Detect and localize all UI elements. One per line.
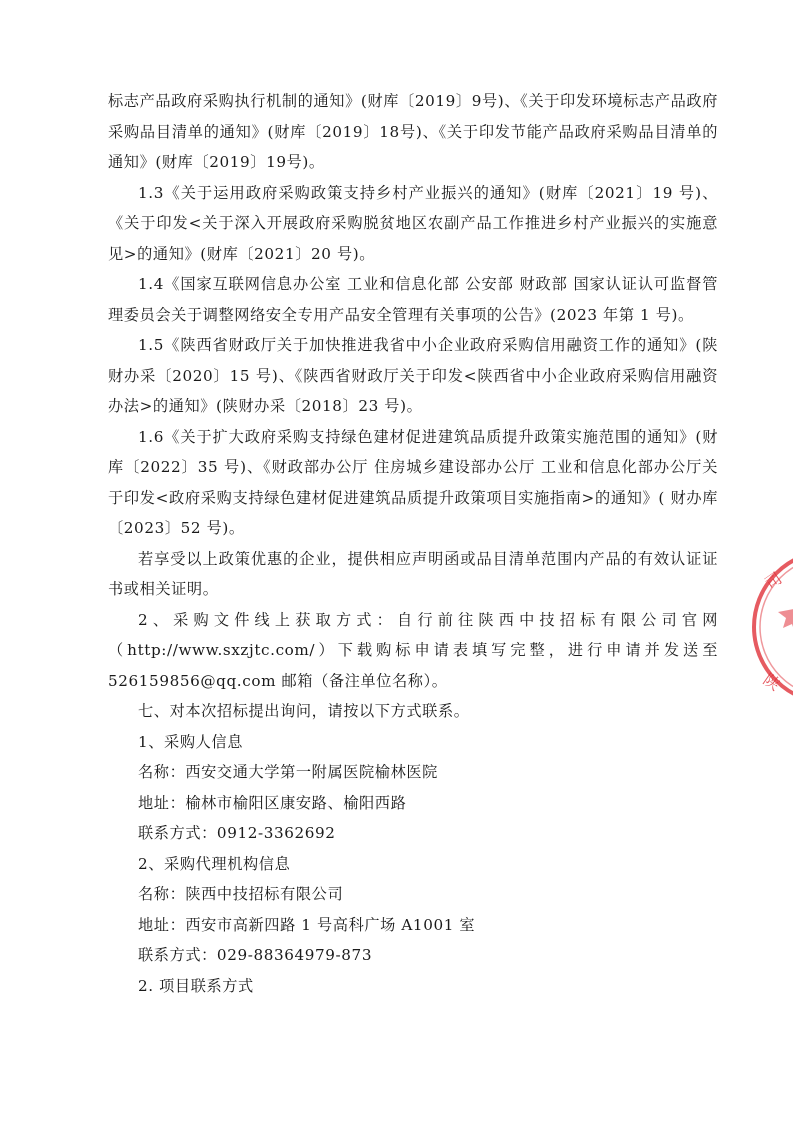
purchaser-phone: 联系方式：0912-3362692 [138, 824, 336, 842]
agency-address: 地址：西安市高新四路 1 号高科广场 A1001 室 [138, 915, 476, 934]
paragraph-policy-continuation: 标志产品政府采购执行机制的通知》(财库〔2019〕9号)、《关于印发环境标志产品政府采购品目清单的通知》(财库〔2019〕18号)、《关于印发节能产品政府采购品目清单的通知》(财库〔2019〕19号)。 [108, 92, 718, 171]
red-seal-stamp [742, 542, 793, 712]
purchaser-name: 名称：西安交通大学第一附属医院榆林医院 [138, 763, 438, 781]
agency-info-heading: 2、采购代理机构信息 [138, 854, 291, 873]
paragraph-policy-1-6: 1.6《关于扩大政府采购支持绿色建材促进建筑品质提升政策实施范围的通知》(财库〔2022〕35 号)、《财政部办公厅 住房城乡建设部办公厅 工业和信息化部办公厅关于印发<政府采购支持绿色建材促进建筑品质提升政策项目实施指南>的通知》( 财办库〔2023〕52 号)。 [108, 427, 718, 537]
project-contact-heading: 2. 项目联系方式 [138, 976, 254, 995]
document-body [108, 86, 718, 1001]
section-heading-contact: 七、对本次招标提出询问，请按以下方式联系。 [138, 702, 470, 720]
paragraph-policy-1-4: 1.4《国家互联网信息办公室 工业和信息化部 公安部 财政部 国家认证认可监督管理委员会关于调整网络安全专用产品安全管理有关事项的公告》(2023 年第 1 号)。 [108, 275, 718, 324]
svg-text:陕: 陕 [759, 669, 784, 695]
paragraph-policy-1-3: 1.3《关于运用政府采购政策支持乡村产业振兴的通知》(财库〔2021〕19 号)、《关于印发<关于深入开展政府采购脱贫地区农副产品工作推进乡村产业振兴的实施意见>的通知》(财库〔2021〕20 号)。 [108, 183, 718, 263]
purchaser-address: 地址：榆林市榆阳区康安路、榆阳西路 [138, 793, 407, 812]
paragraph-policy-1-5: 1.5《陕西省财政厅关于加快推进我省中小企业政府采购信用融资工作的通知》(陕财办采〔2020〕15 号)、《陕西省财政厅关于印发<陕西省中小企业政府采购信用融资办法>的通知》(陕财办采〔2018〕23 号)。 [108, 336, 718, 415]
agency-phone: 联系方式：029-88364979-873 [138, 946, 373, 964]
purchaser-info-heading: 1、采购人信息 [138, 732, 243, 751]
paragraph-policy-proof: 若享受以上政策优惠的企业，提供相应声明函或品目清单范围内产品的有效认证证书或相关证明。 [108, 549, 718, 598]
agency-name: 名称：陕西中技招标有限公司 [138, 885, 344, 903]
paragraph-download-method: 2、采购文件线上获取方式：自行前往陕西中技招标有限公司官网（http://www.sxzjtc.com/）下载购标申请表填写完整，进行申请并发送至 526159856@qq.com 邮箱（备注单位名称）。 [108, 610, 718, 690]
svg-text:司: 司 [761, 568, 786, 594]
